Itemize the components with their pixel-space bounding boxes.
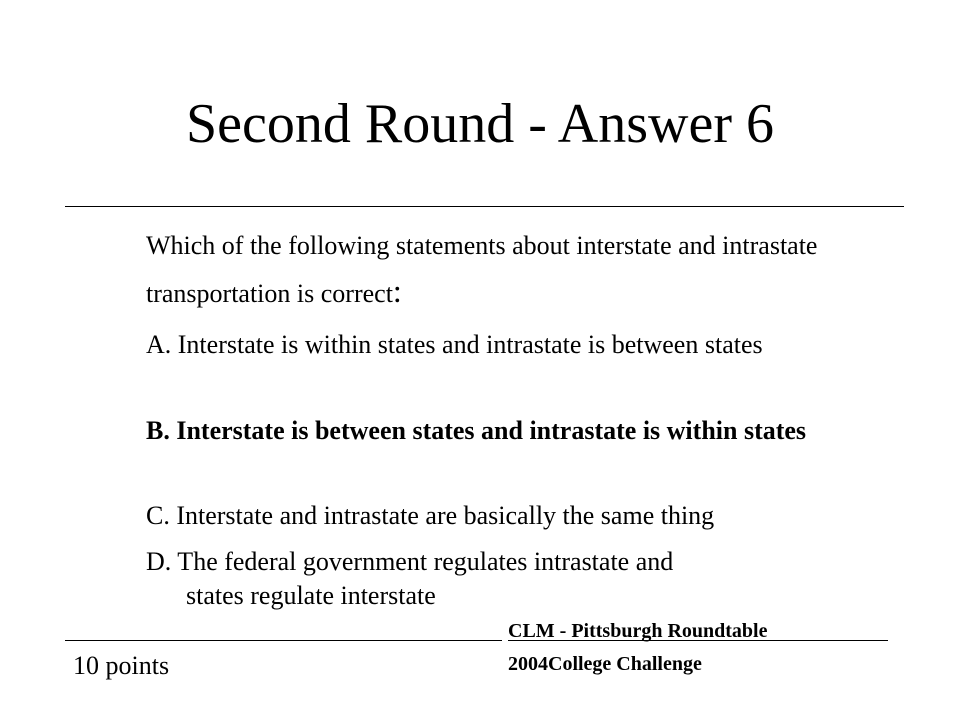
title-divider: [65, 206, 904, 207]
footer-event: 2004College Challenge: [508, 653, 702, 675]
footer-points: 10 points: [73, 651, 170, 680]
option-c: C. Interstate and intrastate are basically the same thing: [146, 501, 715, 530]
question-colon: :: [392, 273, 402, 309]
question-text: [146, 222, 866, 318]
option-d-line2: states regulate interstate: [186, 581, 436, 610]
option-a: A. Interstate is within states and intrastate is between states: [146, 330, 763, 359]
footer-divider-left: [65, 640, 502, 641]
footer-organization: CLM - Pittsburgh Roundtable: [508, 620, 768, 642]
option-d: [146, 545, 866, 613]
question-body: Which of the following statements about interstate and intrastate transportation is correct: [146, 231, 818, 308]
option-b-correct: B. Interstate is between states and intrastate is within states: [146, 416, 807, 445]
option-d-line1: D. The federal government regulates intrastate and: [146, 547, 674, 576]
slide-title: Second Round - Answer 6: [186, 93, 774, 155]
